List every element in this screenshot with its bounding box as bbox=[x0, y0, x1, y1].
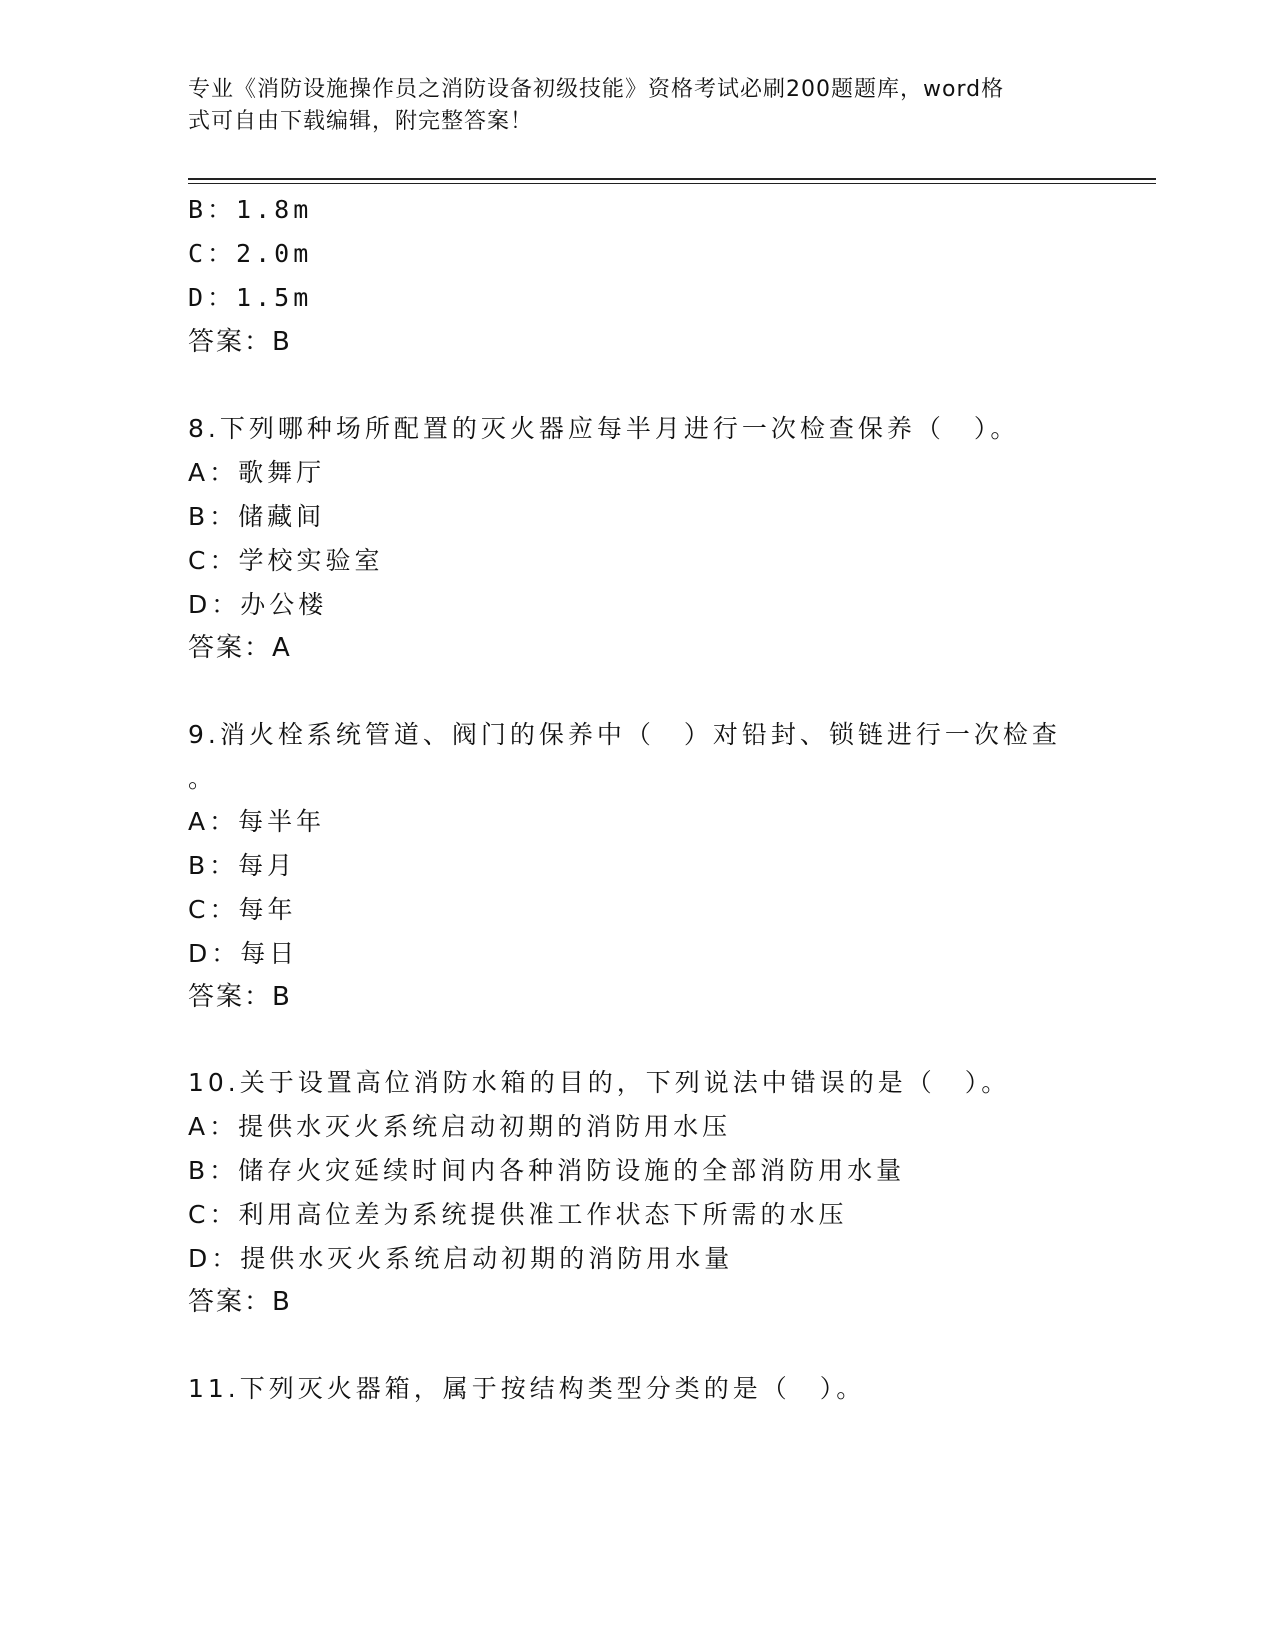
q8-option-b: B：储藏间 bbox=[188, 502, 326, 531]
q7-option-c: C：2.0m bbox=[188, 239, 313, 268]
q10-question: 10.关于设置高位消防水箱的目的，下列说法中错误的是（ ）。 bbox=[188, 1068, 1011, 1097]
q10-option-b: B：储存火灾延续时间内各种消防设施的全部消防用水量 bbox=[188, 1156, 906, 1185]
q11-question: 11.下列灭火器箱，属于按结构类型分类的是（ ）。 bbox=[188, 1374, 866, 1403]
header-divider-thick bbox=[188, 178, 1156, 180]
q7-answer: 答案：B bbox=[188, 327, 292, 357]
q9-option-c: C：每年 bbox=[188, 895, 297, 924]
q9-answer: 答案：B bbox=[188, 982, 292, 1012]
q7-option-d: D：1.5m bbox=[188, 283, 313, 312]
q10-option-a: A：提供水灭火系统启动初期的消防用水压 bbox=[188, 1112, 732, 1141]
header-divider-thin bbox=[188, 183, 1156, 184]
q8-question: 8.下列哪种场所配置的灭火器应每半月进行一次检查保养（ ）。 bbox=[188, 414, 1020, 443]
q8-answer: 答案：A bbox=[188, 633, 292, 663]
q8-option-c: C：学校实验室 bbox=[188, 546, 384, 575]
q9-question: 9.消火栓系统管道、阀门的保养中（ ）对铅封、锁链进行一次检查 bbox=[188, 720, 1061, 749]
q8-option-a: A：歌舞厅 bbox=[188, 458, 326, 487]
q10-option-d: D：提供水灭火系统启动初期的消防用水量 bbox=[188, 1244, 734, 1273]
q7-option-b: B：1.8m bbox=[188, 195, 313, 224]
header-line-1: 专业《消防设施操作员之消防设备初级技能》资格考试必刷200题题库，word格 bbox=[188, 77, 1005, 102]
q9-option-a: A：每半年 bbox=[188, 807, 326, 836]
header-line-2: 式可自由下载编辑，附完整答案！ bbox=[188, 109, 534, 134]
q9-option-b: B：每月 bbox=[188, 851, 297, 880]
q9-option-d: D：每日 bbox=[188, 939, 299, 968]
q10-answer: 答案：B bbox=[188, 1287, 292, 1317]
document-header bbox=[188, 74, 1068, 138]
q9-question-cont: 。 bbox=[188, 764, 218, 793]
q10-option-c: C：利用高位差为系统提供准工作状态下所需的水压 bbox=[188, 1200, 848, 1229]
q8-option-d: D：办公楼 bbox=[188, 590, 328, 619]
